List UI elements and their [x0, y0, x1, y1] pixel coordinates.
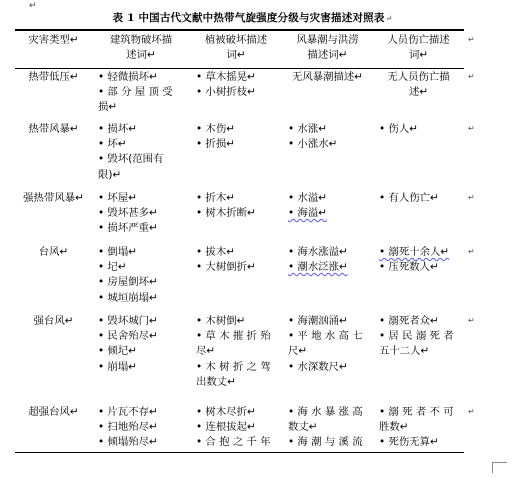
cell-line	[379, 435, 464, 450]
header-cell	[373, 33, 464, 63]
cell-line-text: • 海溢↵	[288, 207, 327, 220]
cell-line	[98, 191, 190, 206]
cell-line	[196, 329, 282, 344]
row-category: 强台风↵	[33, 315, 74, 327]
cell-line	[98, 435, 190, 450]
cell-line-text: • 倾塌殆尽↵	[98, 436, 158, 449]
row-category: 强热带风暴↵	[23, 192, 84, 204]
cell-line-text: • 海潮汹涌↵	[288, 315, 348, 327]
cell-line	[196, 191, 282, 206]
row-end-mark: ↵	[468, 193, 475, 202]
header-line: 词↵	[226, 49, 246, 62]
header-cell	[190, 33, 282, 63]
cell-line-text: • 树木折断↵	[196, 207, 256, 220]
cell-line-text: • 毁坏(范围有	[98, 153, 164, 166]
cell-line	[379, 420, 464, 435]
cell-line-text: • 海 水 暴 涨 高	[288, 406, 363, 418]
cell-line-text: 限)↵	[98, 168, 122, 181]
table-bottom-rule	[15, 452, 464, 453]
cell-line-text: • 损坏↵	[98, 123, 137, 135]
cell-line-text: • 折损↵	[196, 138, 235, 151]
cell-line-text: • 有人伤亡↵	[379, 192, 439, 204]
cell-line	[288, 122, 373, 137]
cell-line	[98, 314, 190, 329]
header-line: 述词↵	[126, 49, 156, 62]
cell-line	[196, 360, 282, 375]
header-line: 描述词↵	[307, 49, 348, 62]
page-corner-mark	[492, 462, 507, 473]
header-line: 建筑物破坏描	[109, 34, 173, 46]
table-cell	[196, 122, 282, 152]
table-cell	[379, 405, 464, 451]
cell-line-text: • 倒塌↵	[98, 246, 137, 258]
cell-line	[196, 314, 282, 329]
title-paragraph-mark: ↵	[385, 14, 393, 23]
row-end-mark: ↵	[468, 72, 475, 81]
cell-line-text: • 扫地殆尽↵	[98, 421, 158, 434]
cell-line-text: • 轻微损坏↵	[98, 71, 158, 83]
cell-line-text: • 水涨↵	[288, 123, 327, 135]
cell-line-text: • 水深数尺↵	[288, 360, 348, 373]
cell-line	[98, 260, 190, 275]
cell-line-text: • 民舍殆尽↵	[98, 330, 158, 343]
cell-line	[98, 206, 190, 221]
cell-line-text: • 小树折枝↵	[196, 86, 256, 99]
cell-line	[98, 329, 190, 344]
cell-line-text: • 毁坏城门↵	[98, 315, 158, 327]
cell-line-text: 尺↵	[288, 345, 308, 358]
table-cell	[379, 191, 464, 206]
cell-line-text: 五十二人↵	[379, 345, 430, 358]
table-cell	[288, 405, 373, 451]
table-cell	[98, 122, 190, 183]
cell-line-text: • 坏屋↵	[98, 192, 137, 204]
cell-line	[98, 168, 190, 183]
cell-line-text: • 压死数人↵	[379, 261, 439, 274]
header-cell	[282, 33, 373, 63]
cell-line-text: • 合 抱 之 千 年	[196, 436, 271, 449]
cell-line	[98, 152, 190, 167]
cell-line-text: 无人员伤亡描	[387, 71, 450, 83]
header-line: 人员伤亡描述	[387, 34, 450, 46]
cell-line-text: • 居 民 溺 死 者	[379, 330, 454, 343]
cell-line	[196, 420, 282, 435]
cell-line-text: • 平 地 水 高 七	[288, 330, 363, 343]
cell-line-text: • 潮水泛涨↵	[288, 261, 348, 274]
cell-line-text: • 溺死者众↵	[379, 315, 439, 327]
cell-line	[196, 122, 282, 137]
cell-line-text: • 溺 死 者 不 可	[379, 406, 454, 418]
table-cell	[288, 245, 373, 275]
cell-line	[379, 260, 464, 275]
table-cell	[196, 405, 282, 451]
table-header-rule	[15, 68, 464, 69]
cell-line	[288, 405, 373, 420]
cell-line-text: • 溺死十余人↵	[379, 246, 450, 258]
table-cell	[98, 405, 190, 451]
cell-line	[196, 405, 282, 420]
cell-line	[196, 70, 282, 85]
table-cell	[379, 122, 464, 137]
cell-line-text: • 片瓦不存↵	[98, 406, 158, 418]
cell-line	[288, 191, 373, 206]
cell-line	[288, 314, 373, 329]
table-cell	[196, 70, 282, 100]
table-cell	[196, 314, 282, 390]
header-line: 灾害类型↵	[28, 34, 79, 46]
cell-line	[98, 344, 190, 359]
cell-line-text: • 崩塌↵	[98, 360, 137, 373]
header-line: 风暴潮与洪涝	[296, 34, 359, 46]
cell-line-text: • 连根拔起↵	[196, 421, 256, 434]
row-end-mark: ↵	[468, 407, 475, 416]
cell-line-text: • 海水涨溢↵	[288, 246, 348, 258]
cell-line-text: • 木伤↵	[196, 123, 235, 135]
cell-line	[288, 360, 373, 375]
cell-line	[288, 137, 373, 152]
table-cell	[288, 191, 373, 221]
cell-line-text: 述↵	[408, 86, 429, 99]
table-cell	[98, 70, 190, 116]
cell-line-text: 胜数↵	[379, 421, 409, 434]
cell-line	[196, 344, 282, 359]
cell-line	[98, 405, 190, 420]
row-end-mark: ↵	[468, 124, 475, 133]
cell-line	[98, 221, 190, 236]
cell-line-text: 数丈↵	[288, 421, 318, 434]
table-cell	[196, 245, 282, 275]
cell-line	[379, 245, 464, 260]
cell-line-text: • 大树倒折↵	[196, 261, 256, 274]
cell-line	[98, 291, 190, 306]
cell-line-text: • 草木摇晃↵	[196, 71, 256, 83]
cell-line-text: 尽↵	[196, 345, 216, 358]
cell-line	[288, 329, 373, 344]
header-line: 植被破坏描述	[204, 34, 268, 46]
cell-line-text: 损↵	[98, 101, 118, 114]
cell-line	[288, 344, 373, 359]
table-cell	[98, 191, 190, 237]
cell-line	[98, 360, 190, 375]
table-title	[0, 10, 505, 25]
header-cell	[92, 33, 190, 63]
cell-line	[379, 405, 464, 420]
cell-line-text: • 部 分 屋 顶 受	[98, 86, 173, 99]
cell-line	[196, 245, 282, 260]
cell-line	[379, 329, 464, 344]
table-cell	[288, 314, 373, 375]
table-top-rule	[15, 29, 464, 31]
cell-line-text: • 坏↵	[98, 138, 127, 151]
row-category: 热带风暴↵	[28, 123, 79, 135]
cell-line	[98, 100, 190, 115]
table-cell	[282, 70, 373, 85]
cell-line-text: • 拔木↵	[196, 246, 235, 258]
cell-line-text: • 水溢↵	[288, 192, 327, 204]
cell-line-text: • 小涨水↵	[288, 138, 338, 151]
cell-line-text: • 草 木 摧 折 殆	[196, 330, 271, 343]
cell-line	[196, 137, 282, 152]
cell-line-text: • 木 树 折 之 驾	[196, 360, 271, 373]
row-category: 台风↵	[38, 246, 69, 258]
cell-line	[379, 191, 464, 206]
table-cell	[379, 245, 464, 275]
cell-line-text: • 城垣崩塌↵	[98, 291, 158, 304]
cell-line	[379, 122, 464, 137]
cell-line	[196, 435, 282, 450]
cell-line	[379, 344, 464, 359]
header-cell	[15, 33, 92, 48]
cell-line	[282, 70, 373, 85]
cell-line	[196, 260, 282, 275]
cell-line	[373, 70, 464, 85]
header-line: 词↵	[408, 49, 429, 62]
cell-line	[98, 122, 190, 137]
cell-line	[98, 420, 190, 435]
cell-line-text: 无风暴潮描述↵	[291, 71, 364, 83]
row-end-mark: ↵	[468, 247, 475, 256]
cell-line-text: • 海 潮 与 溪 流	[288, 436, 363, 449]
cell-line-text: • 木树倒↵	[196, 315, 246, 327]
table-cell	[288, 122, 373, 152]
cell-line	[379, 314, 464, 329]
cell-line	[98, 70, 190, 85]
table-cell	[98, 314, 190, 375]
cell-line	[196, 85, 282, 100]
cell-line-text: • 死伤无算↵	[379, 436, 439, 449]
row-end-mark: ↵	[468, 316, 475, 325]
table-cell	[379, 314, 464, 360]
cell-line	[288, 420, 373, 435]
cell-line-text: • 毁坏甚多↵	[98, 207, 158, 220]
cell-line	[288, 435, 373, 450]
table-cell	[373, 70, 464, 100]
cell-line-text: • 折木↵	[196, 192, 235, 204]
cell-line-text: 出数丈↵	[196, 375, 236, 388]
cell-line	[98, 245, 190, 260]
table-cell	[98, 245, 190, 306]
cell-line	[288, 260, 373, 275]
cell-line	[288, 206, 373, 221]
cell-line	[98, 137, 190, 152]
cell-line-text: • 倾圮↵	[98, 345, 137, 358]
cell-line	[288, 245, 373, 260]
cell-line	[196, 206, 282, 221]
table-title-text: 表 1 中国古代文献中热带气旋强度分级与灾害描述对照表	[112, 12, 385, 24]
cell-line	[98, 275, 190, 290]
row-category: 超强台风↵	[28, 406, 79, 418]
row-category: 热带低压↵	[28, 71, 79, 83]
cell-line-text: • 圮↵	[98, 261, 127, 274]
cell-line-text: • 房屋倒坏↵	[98, 276, 158, 289]
cell-line-text: • 伤人↵	[379, 123, 418, 135]
cell-line	[196, 375, 282, 390]
cell-line	[373, 85, 464, 100]
cell-line-text: • 损坏严重↵	[98, 222, 158, 235]
cell-line-text: • 树木尽折↵	[196, 406, 256, 418]
header-row-end-mark: ↵	[468, 35, 475, 44]
paragraph-mark: ↵	[29, 1, 37, 11]
cell-line	[98, 85, 190, 100]
table-cell	[196, 191, 282, 221]
